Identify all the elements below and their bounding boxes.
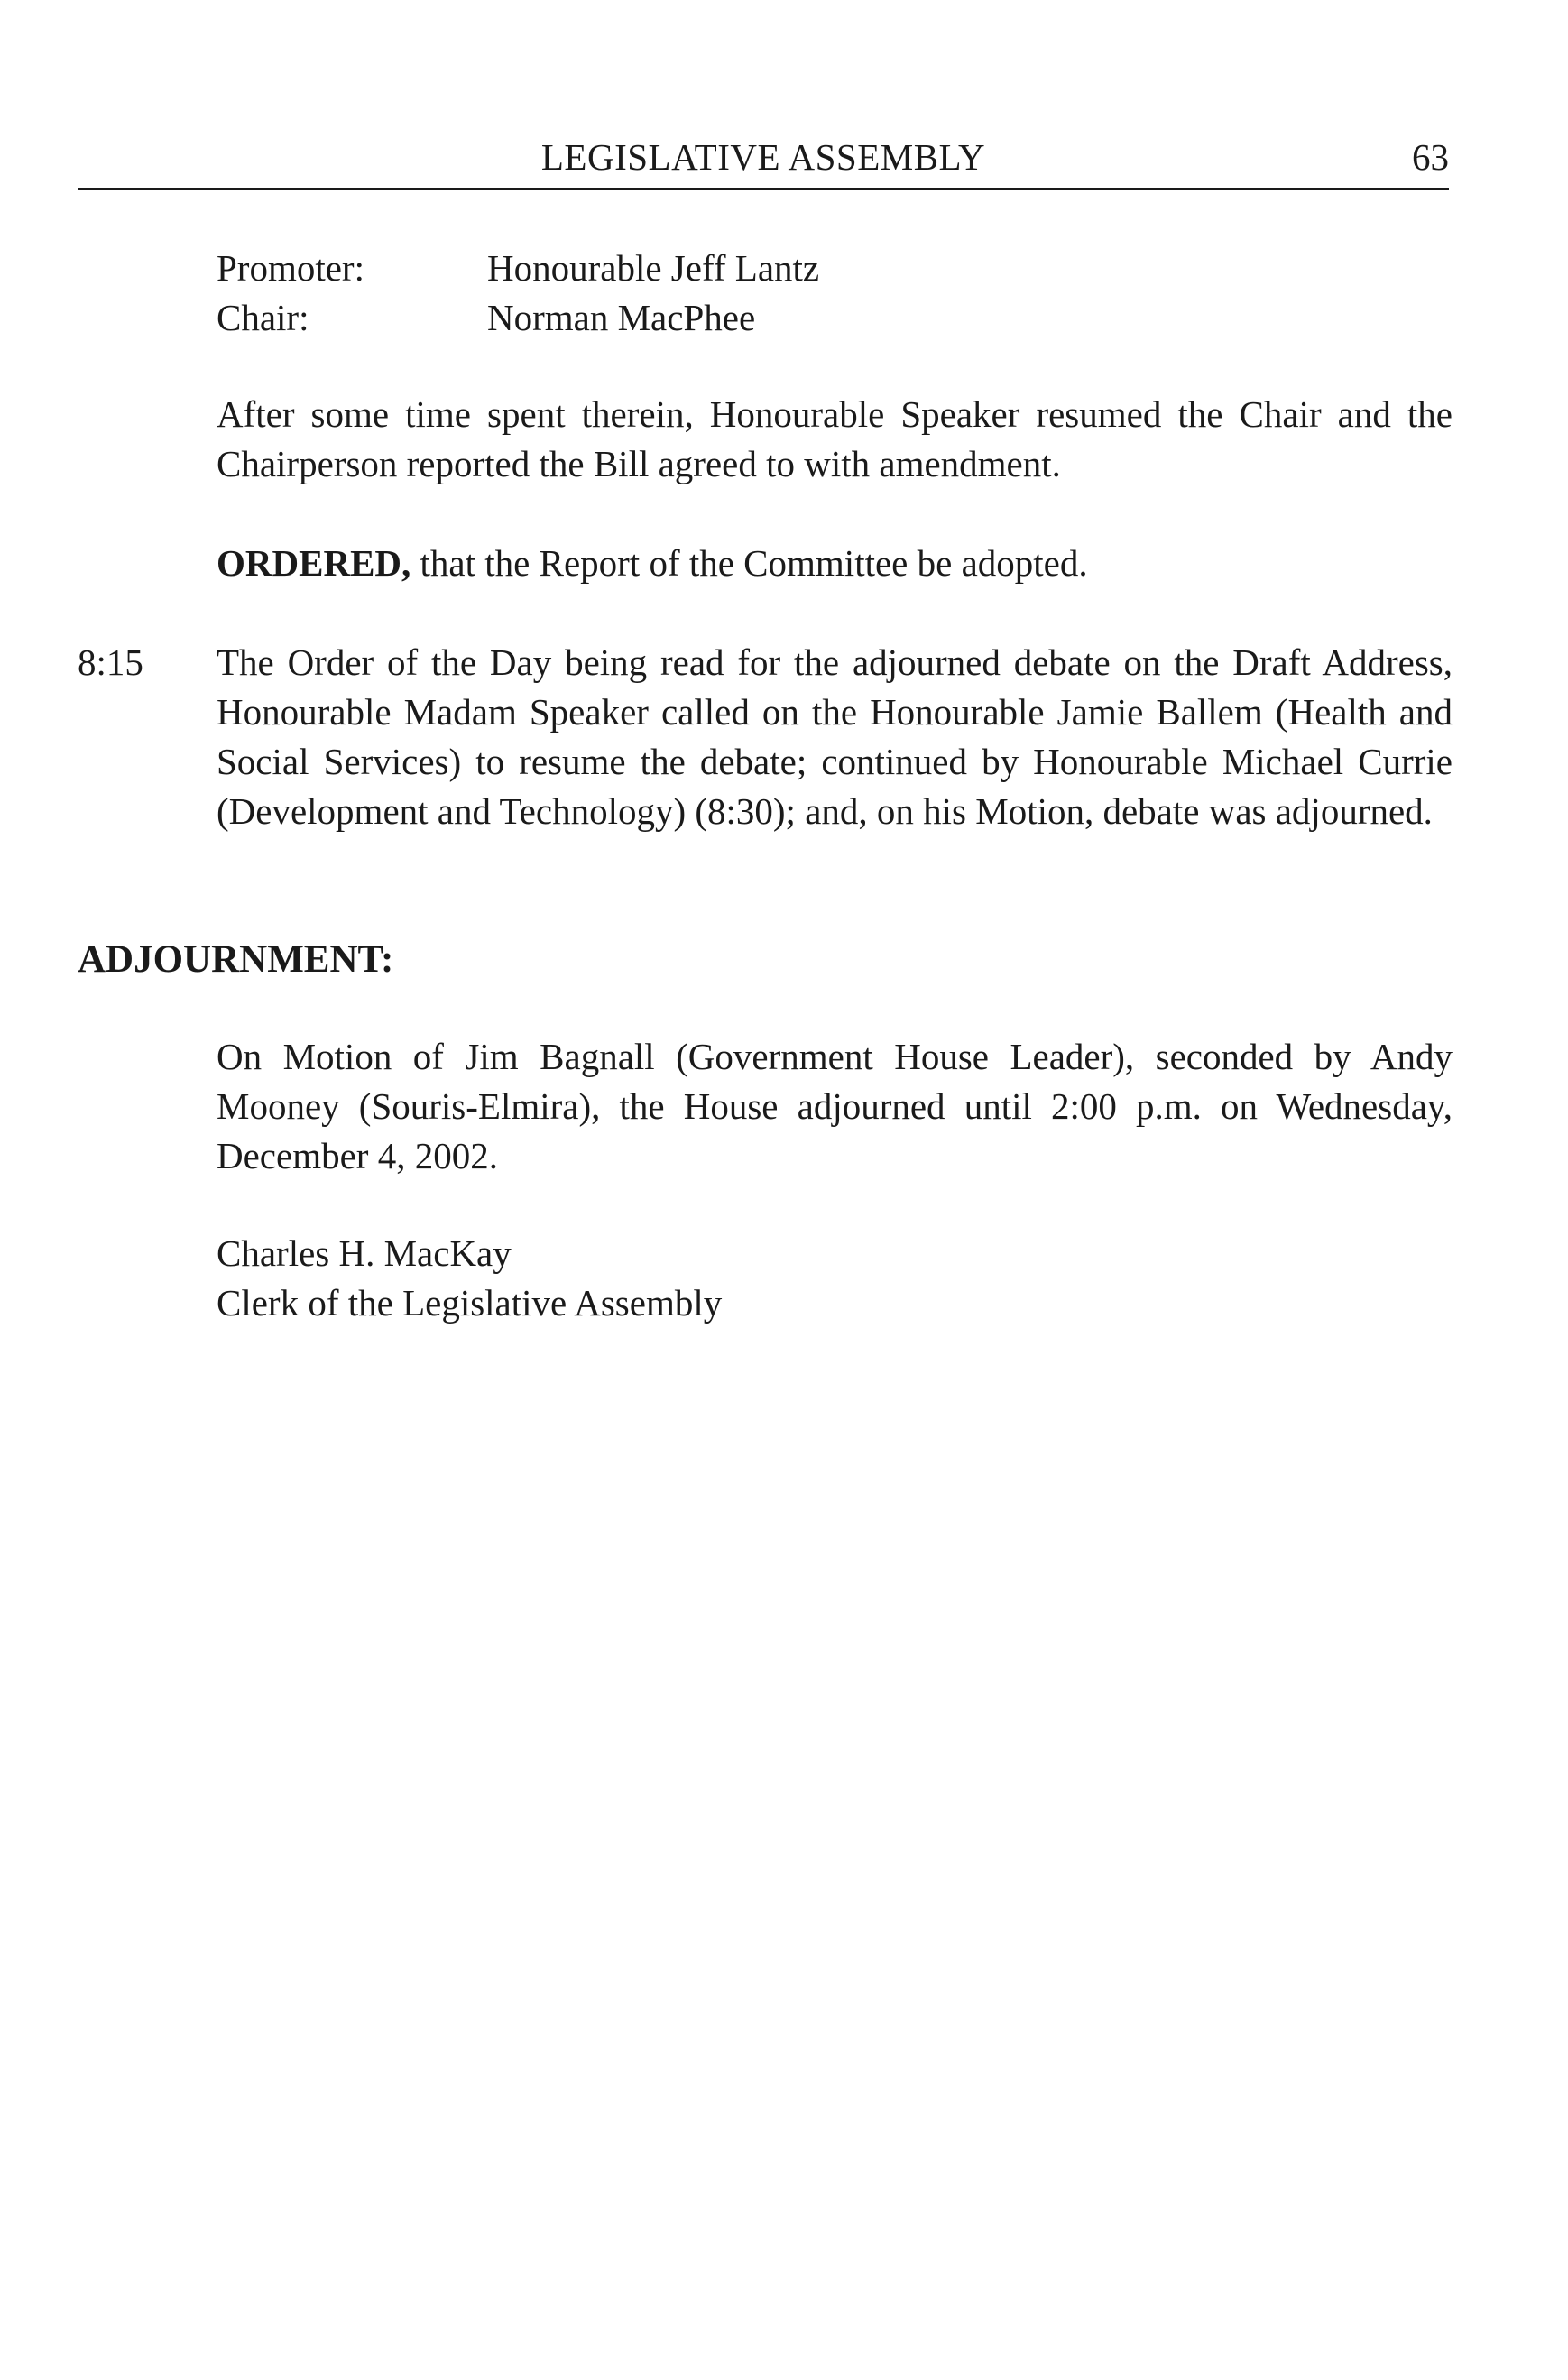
ordered-keyword: ORDERED, [217,542,411,584]
header-title: LEGISLATIVE ASSEMBLY [540,136,986,178]
ordered-paragraph [217,539,1453,588]
promoter-value: Honourable Jeff Lantz [487,247,820,289]
signature-title: Clerk of the Legislative Assembly [217,1282,723,1324]
chair-label: Chair: [217,297,309,338]
ordered-text: that the Report of the Committee be adopted. [410,542,1088,584]
chair-value: Norman MacPhee [487,297,756,338]
chair-row [217,293,1119,343]
promoter-label: Promoter: [217,247,364,289]
margin-time: 8:15 [78,641,143,683]
promoter-row [217,244,1119,293]
page-number: 63 [1412,136,1449,178]
adjournment-heading: ADJOURNMENT: [78,938,394,981]
order-of-day-paragraph: The Order of the Day being read for the adjourned debate on the Draft Address, Honourable Madam Speaker called on the Honourable Jamie Ballem (Health and Social Services) to resume the debate; continued by Honourable Michael Currie (Development and Technology) (8:30); and, on his Motion, debate was adjourned. [217,641,1453,832]
report-paragraph: After some time spent therein, Honourable Speaker resumed the Chair and the Chairperson reported the Bill agreed to with amendment. [217,393,1453,484]
page-header [78,135,1449,190]
adjournment-paragraph: On Motion of Jim Bagnall (Government House Leader), seconded by Andy Mooney (Souris-Elmira), the House adjourned until 2:00 p.m. on Wednesday, December 4, 2002. [217,1036,1453,1176]
signature-name: Charles H. MacKay [217,1232,512,1274]
